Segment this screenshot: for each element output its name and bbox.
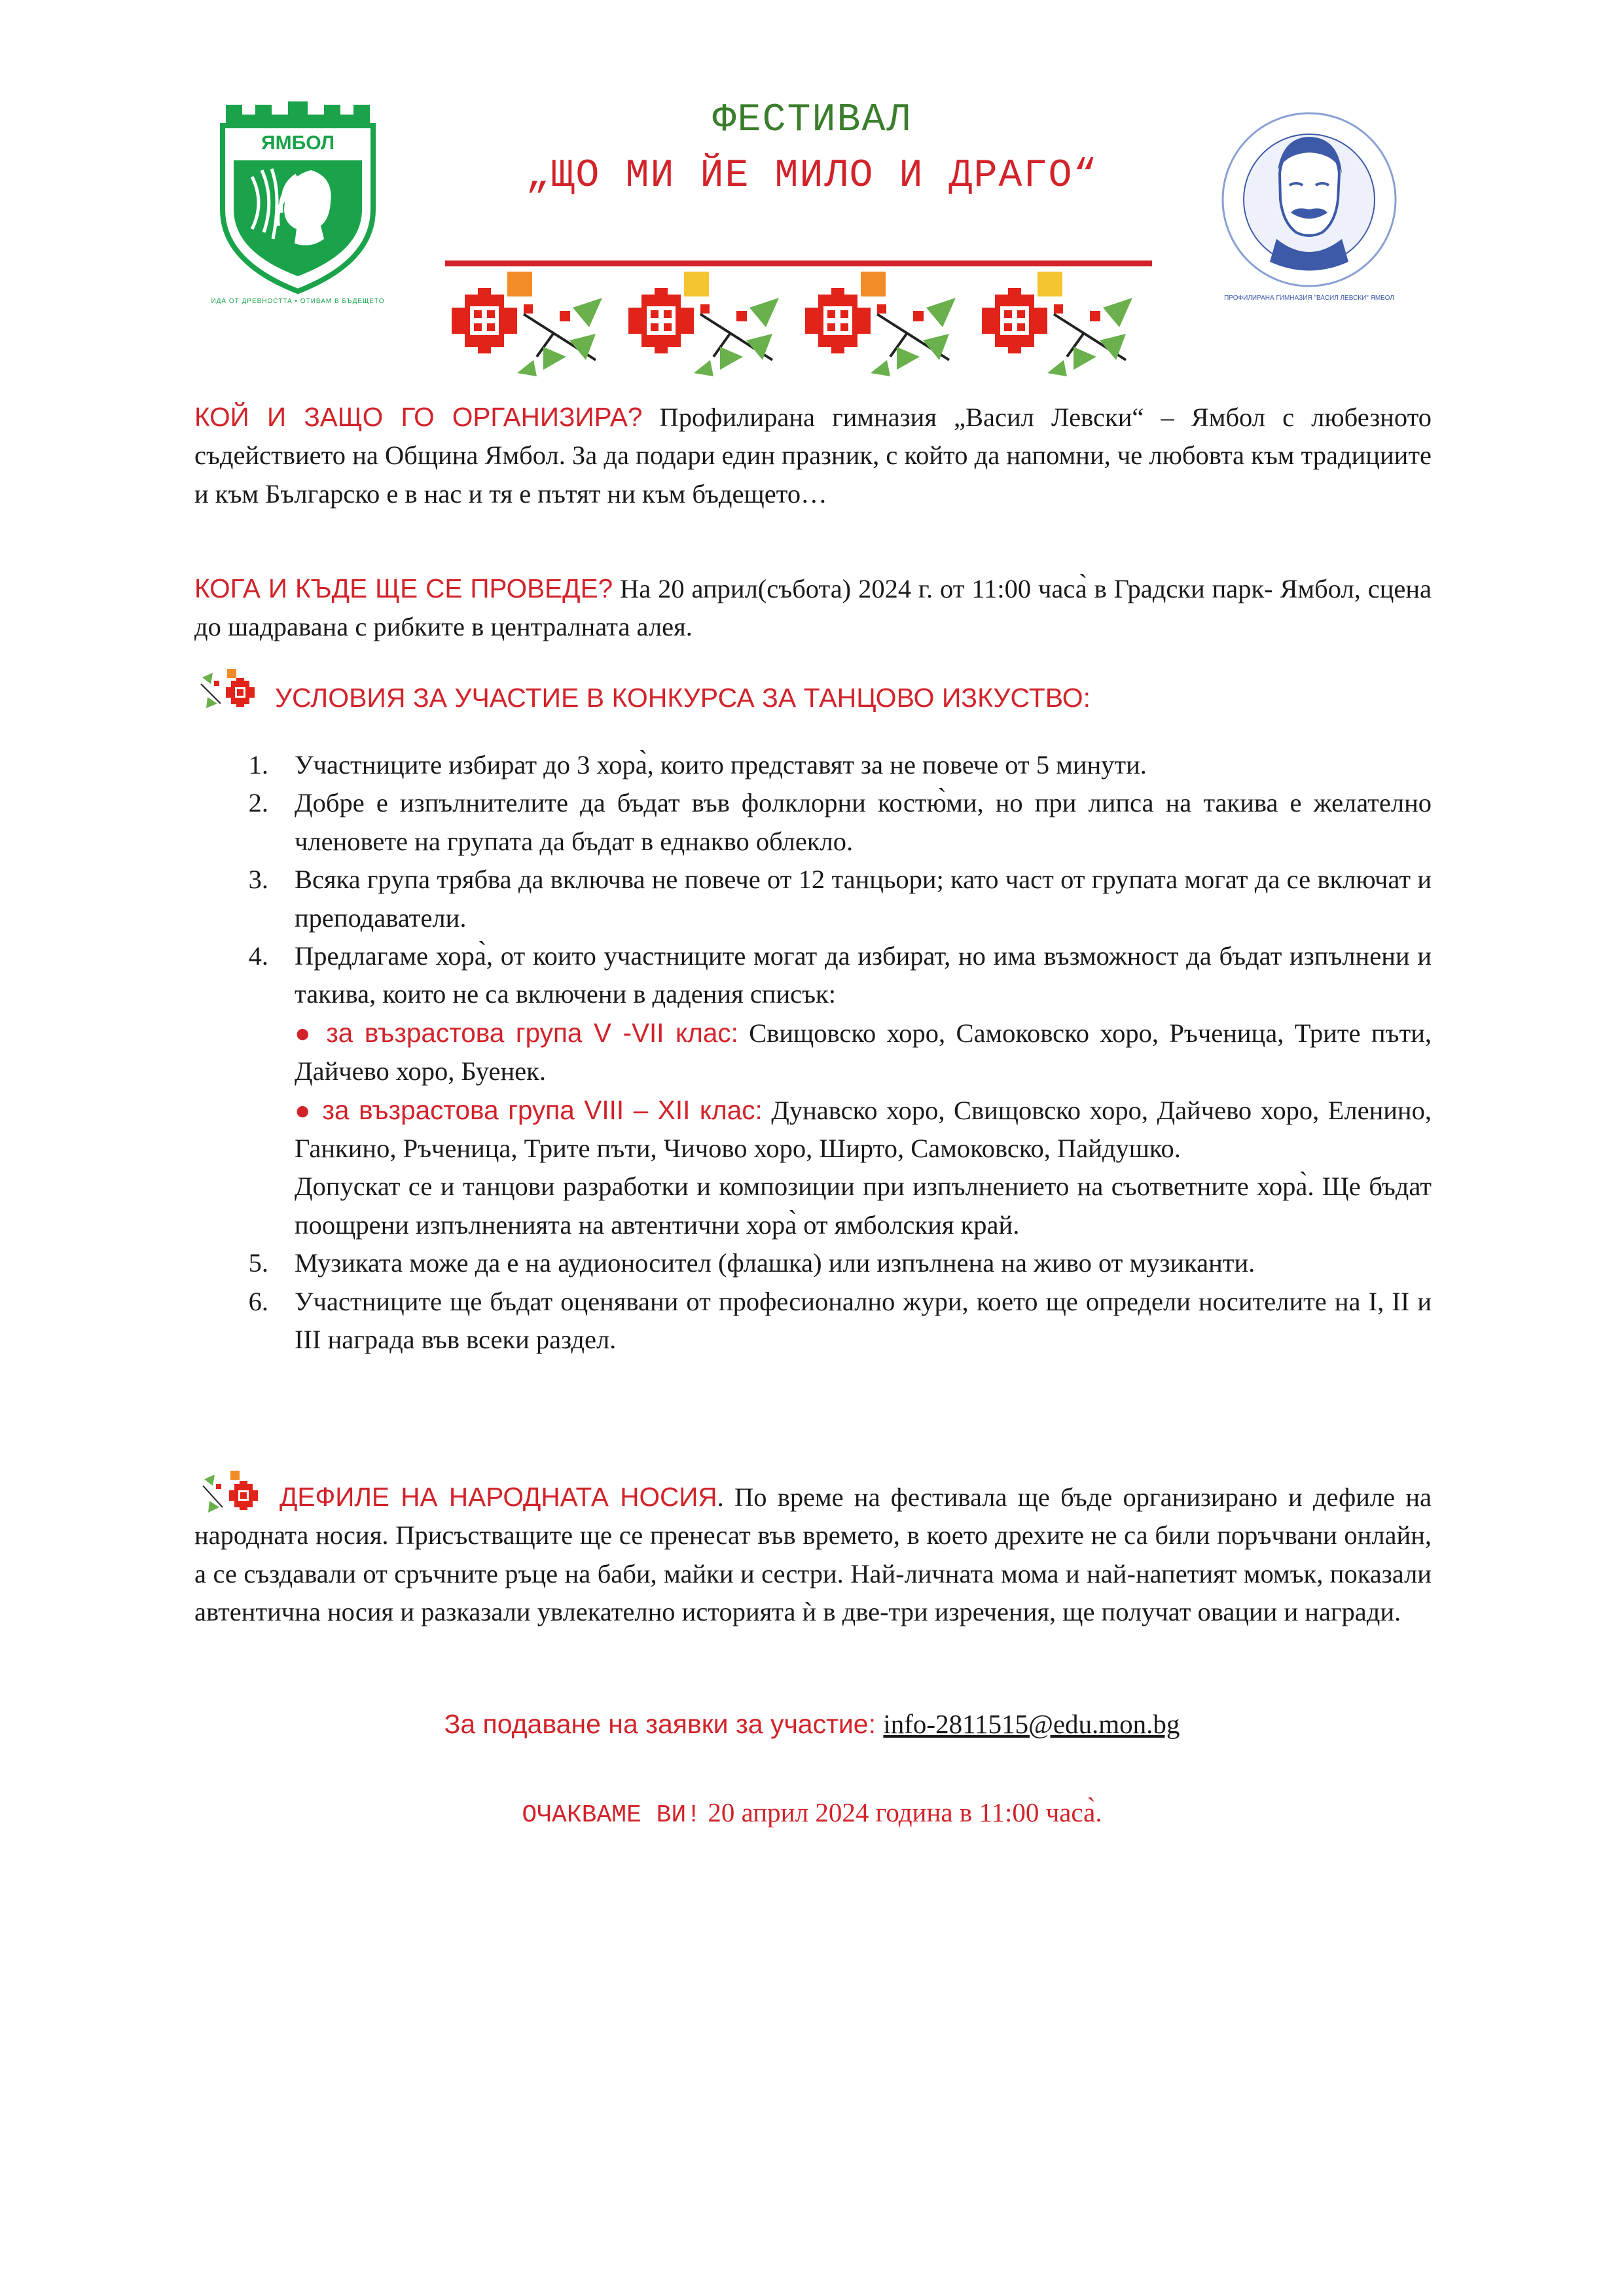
when-where-text: На 20 април(събота) 2024 г. от 11:00 часа̀ в Градски парк- Ямбол, сцена до шадравана с рибките в централната алея.	[194, 574, 1432, 642]
list-item	[223, 746, 1432, 784]
festival-title: „ЩО МИ ЙЕ МИЛО И ДРАГО“	[526, 154, 1098, 198]
list-item-text: Предлагаме хора̀, от които участниците могат да избират, но има възможност да бъдат изпълнени и такива, които не са включени в дадения списък:	[295, 941, 1432, 1009]
list-item	[223, 1283, 1432, 1359]
list-item-text: Участниците ще бъдат оценявани от професионално жури, което ще определи носителите на I, II и III награда във всеки раздел.	[295, 1286, 1432, 1355]
conditions-heading: УСЛОВИЯ ЗА УЧАСТИЕ В КОНКУРСА ЗА ТАНЦОВО ИЗКУСТВО:	[275, 683, 1091, 713]
list-item-text: Музиката може да е на аудионосител (флашка) или изпълнена на живо от музиканти.	[295, 1248, 1255, 1278]
defile-text: . По време на фестивала ще бъде организирано и дефиле на народната носия. Присъстващите ще се пренесат във времето, в което дрехите не са били поръчвани онлайн, а се създавали от сръчните ръце на баби, майки и сестри. Най-личната мома и най-напетият момък, показали автентична носия и разказали увлекателно историята ѝ в две-три изречения, ще получат овации и награди.	[194, 1482, 1432, 1627]
closing-date: 20 април 2024 година в 11:00 часа̀.	[701, 1797, 1102, 1827]
age-group-senior-dances: Дунавско хоро, Свищовско хоро, Дайчево хоро, Еленино, Ганкино, Ръченица, Трите пъти, Чичово хоро, Ширто, Самоковско, Пайдушко.	[295, 1095, 1432, 1164]
age-group-junior-label: ● за възрастова група V -VII клас:	[295, 1017, 738, 1048]
age-group-senior	[295, 1091, 1432, 1168]
list-item-number: 5.	[248, 1248, 268, 1278]
festival-label: ФЕСТИВАЛ	[712, 98, 912, 143]
when-where-paragraph	[194, 569, 1432, 647]
organizer-paragraph	[194, 398, 1432, 513]
list-item-number: 2.	[248, 788, 268, 818]
defile-lead: ДЕФИЛЕ НА НАРОДНАТА НОСИЯ	[280, 1482, 717, 1512]
application-line	[0, 1708, 1624, 1740]
list-item-number: 1.	[248, 750, 268, 780]
dance-note: Допускат се и танцови разработки и композиции при изпълнението на съответните хора̀. Ще бъдат поощрени изпълненията на автентични хора̀ от ямболския край.	[295, 1172, 1432, 1240]
list-item-number: 3.	[248, 865, 268, 895]
school-seal-text: ПРОФИЛИРАНА ГИМНАЗИЯ "ВАСИЛ ЛЕВСКИ" ЯМБОЛ	[1224, 295, 1394, 302]
age-group-senior-label: ● за възрастова група VIII – XII клас:	[295, 1094, 763, 1125]
list-item-number: 6.	[248, 1286, 268, 1316]
yambol-logo-text: ЯМБОЛ	[261, 132, 334, 154]
list-item	[223, 861, 1432, 937]
closing-shout: ОЧАКВАМЕ ВИ!	[522, 1801, 702, 1829]
list-item	[223, 1244, 1432, 1282]
application-label: За подаване на заявки за участие:	[444, 1709, 884, 1739]
age-group-junior-dances: Свищовско хоро, Самоковско хоро, Ръченица, Трите пъти, Дайчево хоро, Буенек.	[295, 1018, 1432, 1086]
list-item	[223, 784, 1432, 861]
embroidery-bullet-icon	[194, 668, 266, 713]
list-item-text: Всяка група трябва да включва не повече от 12 танцьори; като част от групата могат да се включат и преподаватели.	[295, 865, 1432, 933]
organizer-lead: КОЙ И ЗАЩО ГО ОРГАНИЗИРА?	[194, 402, 643, 432]
organizer-text: Профилирана гимназия „Васил Левски“ – Ямбол с любезното съдействието на Община Ямбол. За да подари един празник, с който да напомни, че любовта към традициите и към Българско е в нас и тя е пътят ни към бъдещето…	[194, 403, 1432, 509]
list-item-text: Участниците избират до 3 хора̀, които представят за не повече от 5 минути.	[295, 750, 1147, 780]
header-divider	[445, 260, 1152, 266]
when-where-lead: КОГА И КЪДЕ ЩЕ СЕ ПРОВЕДЕ?	[194, 573, 613, 603]
closing-line	[0, 1797, 1624, 1829]
conditions-list	[223, 746, 1432, 1359]
vasil-levski-school-seal-icon	[1218, 108, 1401, 291]
bulgarian-embroidery-ornament-icon	[445, 268, 1152, 380]
defile-paragraph	[194, 1478, 1432, 1632]
list-item-number: 4.	[248, 941, 268, 971]
list-item-text: Добре е изпълнителите да бъдат във фолклорни костю̀ми, но при липса на такива е желателно членовете на групата да бъдат в еднакво облекло.	[295, 788, 1432, 856]
yambol-logo-motto: ИДА ОТ ДРЕВНОСТТА • ОТИВАМ В БЪДЕЩЕТО	[211, 298, 385, 305]
list-item	[223, 937, 1432, 1244]
application-email-link[interactable]: info-2811515@edu.mon.bg	[883, 1709, 1180, 1739]
age-group-junior	[295, 1014, 1432, 1091]
